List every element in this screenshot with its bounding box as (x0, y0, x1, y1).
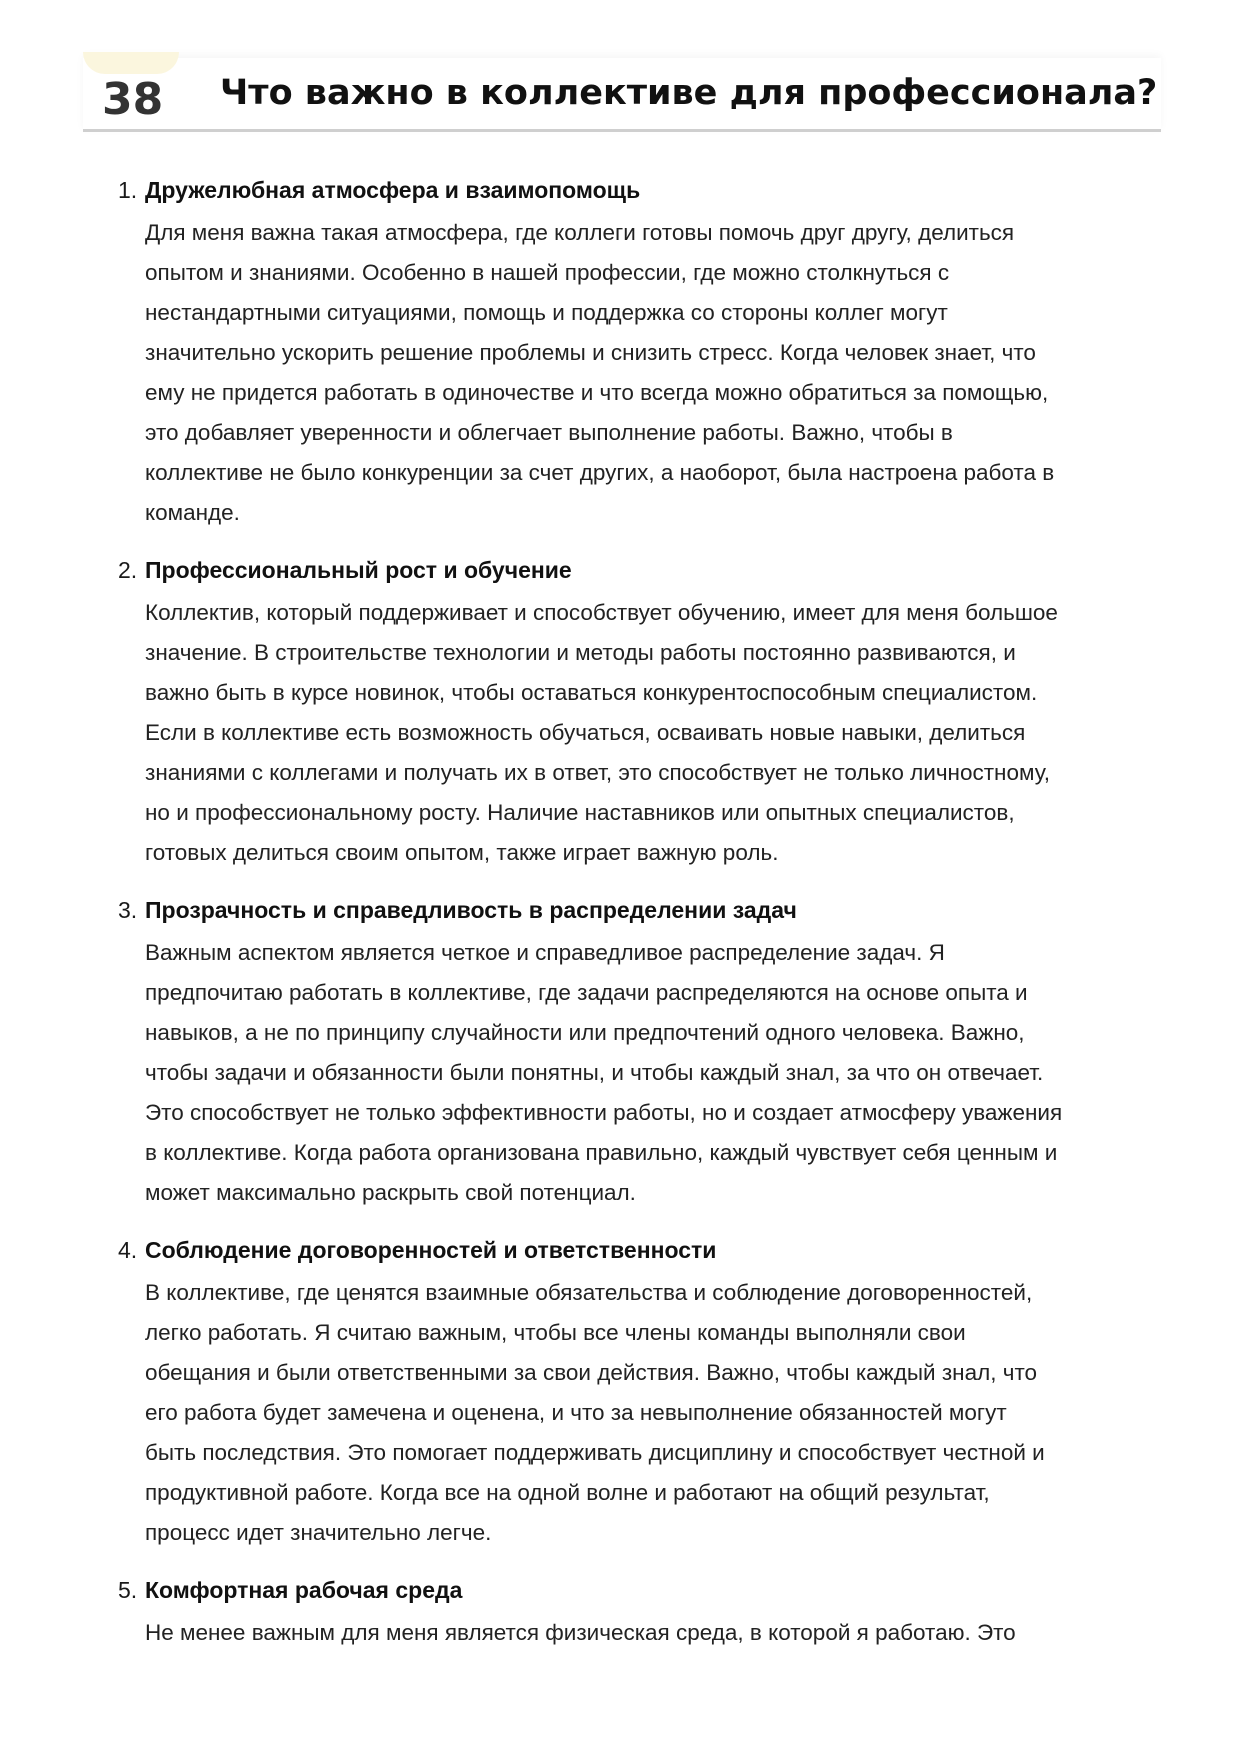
paragraph-line: легко работать. Я считаю важным, чтобы все члены команды выполняли свои (145, 1320, 966, 1345)
paragraph-line: значительно ускорить решение проблемы и снизить стресс. Когда человек знает, что (145, 340, 1036, 365)
list-item-heading: Соблюдение договоренностей и ответственности (145, 1237, 717, 1263)
list-item (0, 1235, 1239, 1553)
paragraph-line: В коллективе, где ценятся взаимные обязательства и соблюдение договоренностей, (145, 1280, 1033, 1305)
list-item-body (145, 175, 1165, 533)
list-item (0, 1575, 1239, 1653)
paragraph-line: команде. (145, 500, 240, 525)
list-item-body (145, 1235, 1165, 1553)
paragraph-line: продуктивной работе. Когда все на одной волне и работают на общий результат, (145, 1480, 990, 1505)
paragraph-line: коллективе не было конкуренции за счет других, а наоборот, была настроена работа в (145, 460, 1055, 485)
paragraph-line: это добавляет уверенности и облегчает выполнение работы. Важно, чтобы в (145, 420, 953, 445)
paragraph-line: его работа будет замечена и оценена, и что за невыполнение обязанностей могут (145, 1400, 1007, 1425)
paragraph-line: обещания и были ответственными за свои действия. Важно, чтобы каждый знал, что (145, 1360, 1038, 1385)
list-item-number: 3. (118, 897, 138, 923)
paragraph-line: быть последствия. Это помогает поддерживать дисциплину и способствует честной и (145, 1440, 1045, 1465)
paragraph-line: навыков, а не по принципу случайности или предпочтений одного человека. Важно, (145, 1020, 1025, 1045)
list-item-number: 1. (118, 177, 138, 203)
paragraph-line: опытом и знаниями. Особенно в нашей профессии, где можно столкнуться с (145, 260, 950, 285)
list-item-body (145, 895, 1165, 1213)
list-item-number: 4. (118, 1237, 138, 1263)
paragraph-line: Не менее важным для меня является физическая среда, в которой я работаю. Это (145, 1620, 1016, 1645)
list-item-heading: Комфортная рабочая среда (145, 1577, 463, 1603)
paragraph-line: но и профессиональному росту. Наличие наставников или опытных специалистов, (145, 800, 1015, 825)
paragraph-line: нестандартными ситуациями, помощь и поддержка со стороны коллег могут (145, 300, 948, 325)
paragraph-line: знаниями с коллегами и получать их в ответ, это способствует не только личностному, (145, 760, 1050, 785)
page-number: 38 (102, 74, 164, 125)
paragraph-line: Для меня важна такая атмосфера, где коллеги готовы помочь друг другу, делиться (145, 220, 1015, 245)
paragraph-line: Важным аспектом является четкое и справедливое распределение задач. Я (145, 940, 945, 965)
page-title: Что важно в коллективе для профессионала? (220, 73, 1158, 113)
page-header (83, 58, 1161, 132)
paragraph-line: чтобы задачи и обязанности были понятны, и чтобы каждый знал, за что он отвечает. (145, 1060, 1044, 1085)
list-item (0, 895, 1239, 1213)
document-content (0, 175, 1239, 1675)
list-item-number: 2. (118, 557, 138, 583)
paragraph-line: в коллективе. Когда работа организована правильно, каждый чувствует себя ценным и (145, 1140, 1058, 1165)
paragraph-line: может максимально раскрыть свой потенциал. (145, 1180, 636, 1205)
list-item-heading: Дружелюбная атмосфера и взаимопомощь (145, 177, 641, 203)
paragraph-line: ему не придется работать в одиночестве и что всегда можно обратиться за помощью, (145, 380, 1049, 405)
list-item-heading: Прозрачность и справедливость в распределении задач (145, 897, 797, 923)
list-item-number: 5. (118, 1577, 138, 1603)
paragraph-line: предпочитаю работать в коллективе, где задачи распределяются на основе опыта и (145, 980, 1028, 1005)
paragraph-line: Это способствует не только эффективности работы, но и создает атмосферу уважения (145, 1100, 1063, 1125)
list-item-body (145, 555, 1165, 873)
paragraph-line: значение. В строительстве технологии и методы работы постоянно развиваются, и (145, 640, 1016, 665)
list-item (0, 555, 1239, 873)
paragraph-line: Коллектив, который поддерживает и способствует обучению, имеет для меня большое (145, 600, 1058, 625)
paragraph-line: процесс идет значительно легче. (145, 1520, 492, 1545)
paragraph-line: Если в коллективе есть возможность обучаться, осваивать новые навыки, делиться (145, 720, 1026, 745)
paragraph-line: важно быть в курсе новинок, чтобы оставаться конкурентоспособным специалистом. (145, 680, 1038, 705)
paragraph-line: готовых делиться своим опытом, также играет важную роль. (145, 840, 779, 865)
header-accent (83, 52, 179, 74)
list-item (0, 175, 1239, 533)
list-item-heading: Профессиональный рост и обучение (145, 557, 572, 583)
